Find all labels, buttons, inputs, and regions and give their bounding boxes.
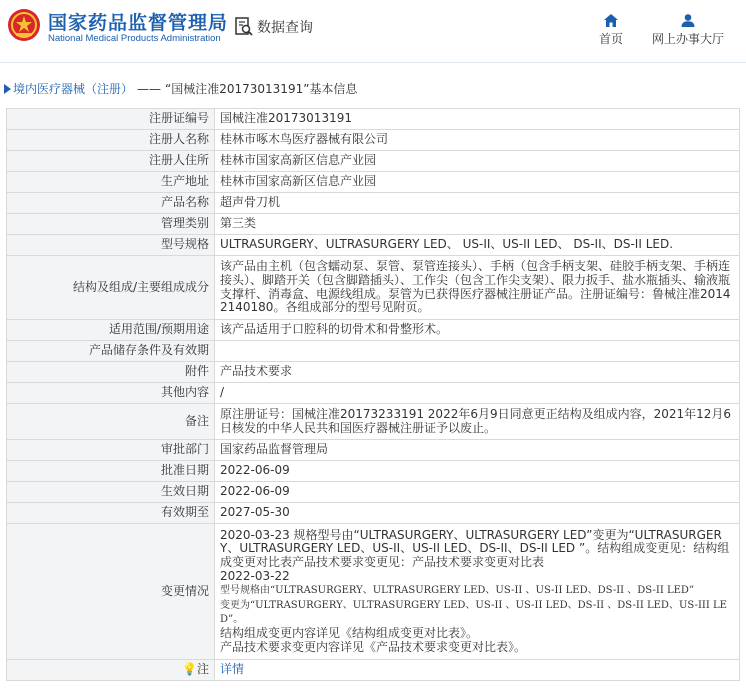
row-label: 产品储存条件及有效期 (7, 341, 215, 362)
row-value: 产品技术要求 (215, 362, 740, 383)
row-value: 2022-06-09 (215, 482, 740, 503)
row-value: 2022-06-09 (215, 461, 740, 482)
row-value: 第三类 (215, 214, 740, 235)
table-row (7, 440, 740, 461)
table-row (7, 214, 740, 235)
site-header (0, 0, 746, 63)
table-row (7, 404, 740, 440)
row-label: 注册人住所 (7, 151, 215, 172)
nav-home-label: 首页 (598, 32, 623, 46)
row-label: 适用范围/预期用途 (7, 320, 215, 341)
row-label: 产品名称 (7, 193, 215, 214)
change-entry-2-from (220, 583, 734, 598)
change-entry-2-structure: 结构组成变更内容详见《结构组成变更对比表》。 (220, 625, 479, 640)
row-label: 注册证编号 (7, 109, 215, 130)
lightbulb-icon: 💡 (182, 662, 197, 677)
breadcrumb-title: “国械注准20173013191”基本信息 (165, 82, 358, 96)
row-label: 附件 (7, 362, 215, 383)
row-label: 生产地址 (7, 172, 215, 193)
chevron-right-icon (4, 84, 11, 94)
table-row (7, 235, 740, 256)
change-entry-1: 2020-03-23 规格型号由“ULTRASURGERY、ULTRASURGERY LED”变更为“ULTRASURGERY、ULTRASURGERY LED、US-II、US-II LED、DS-II、DS-II LED ”。结构组成变更见：结构组成变更对比表产品技术要求变更见：产品技术要求变更对比表 (220, 527, 730, 570)
table-row (7, 482, 740, 503)
breadcrumb-separator: —— (137, 81, 162, 96)
nav-online-office[interactable] (648, 14, 728, 47)
table-row (7, 660, 740, 681)
row-value: 国家药品监督管理局 (215, 440, 740, 461)
row-label: 注 (196, 662, 209, 677)
row-value: 超声骨刀机 (215, 193, 740, 214)
table-row (7, 193, 740, 214)
breadcrumb (4, 80, 357, 97)
table-row (7, 341, 740, 362)
table-row (7, 130, 740, 151)
change-history (215, 524, 740, 660)
row-value: 国械注准20173013191 (215, 109, 740, 130)
table-row (7, 172, 740, 193)
row-value: 该产品适用于口腔科的切骨术和骨整形术。 (215, 320, 740, 341)
table-row (7, 383, 740, 404)
user-icon (681, 14, 695, 27)
table-row (7, 320, 740, 341)
change-entry-2-from-text: 型号规格由“ULTRASURGERY、ULTRASURGERY LED、US-II 、US-II LED、DS-II 、DS-II LED” (220, 585, 695, 597)
row-label: 型号规格 (7, 235, 215, 256)
row-label: 有效期至 (7, 503, 215, 524)
row-value (215, 341, 740, 362)
row-label: 结构及组成/主要组成成分 (7, 256, 215, 320)
site-subtitle: National Medical Products Administration (48, 33, 221, 44)
home-icon (604, 14, 618, 27)
row-value: ULTRASURGERY、ULTRASURGERY LED、 US-II、US-II LED、 DS-II、DS-II LED. (215, 235, 740, 256)
nav-home[interactable] (596, 14, 626, 47)
site-title: 国家药品监督管理局 (48, 12, 229, 34)
breadcrumb-link[interactable]: 境内医疗器械（注册） (13, 82, 134, 96)
row-value: 桂林市国家高新区信息产业园 (215, 151, 740, 172)
row-label: 变更情况 (7, 524, 215, 660)
national-emblem-icon (7, 8, 41, 42)
row-value (215, 660, 740, 681)
row-label: 管理类别 (7, 214, 215, 235)
row-label: 其他内容 (7, 383, 215, 404)
table-row (7, 362, 740, 383)
table-row (7, 109, 740, 130)
row-value: 原注册证号：国械注准20173233191 2022年6月9日同意更正结构及组成内容，2021年12月6日核发的中华人民共和国医疗器械注册证予以废止。 (215, 404, 740, 440)
table-row (7, 503, 740, 524)
search-document-icon (235, 17, 253, 37)
row-label: 备注 (7, 404, 215, 440)
table-row (7, 461, 740, 482)
table-row (7, 151, 740, 172)
row-label: 审批部门 (7, 440, 215, 461)
note-label-cell (7, 660, 215, 681)
data-query-label: 数据查询 (257, 20, 313, 36)
nav-office-label: 网上办事大厅 (651, 32, 724, 46)
row-value: / (215, 383, 740, 404)
data-query-link[interactable] (235, 17, 313, 37)
row-value: 桂林市啄木鸟医疗器械有限公司 (215, 130, 740, 151)
row-label: 注册人名称 (7, 130, 215, 151)
change-entry-2-tech: 产品技术要求变更内容详见《产品技术要求变更对比表》。 (220, 639, 527, 654)
row-label: 生效日期 (7, 482, 215, 503)
table-row (7, 524, 740, 660)
change-entry-2-to-text: 变更为“ULTRASURGERY、ULTRASURGERY LED、US-II 、US-II LED、DS-II 、DS-II LED、US-III LED”。 (220, 599, 727, 626)
row-value: 桂林市国家高新区信息产业园 (215, 172, 740, 193)
table-row (7, 256, 740, 320)
change-entry-2-to (220, 598, 734, 627)
detail-table (6, 108, 740, 681)
row-value: 该产品由主机（包含蠕动泵、泵管、泵管连接头）、手柄（包含手柄支架、硅胶手柄支架、手柄连接头）、脚踏开关（包含脚踏插头）、工作尖（包含工作尖支架）、限力扳手、盐水瓶插头、输液瓶支撑杆、消毒盒、电源线组成。泵管为已获得医疗器械注册证产品。注册证编号：鲁械注准20142140180。各组成部分的型号见附页。 (215, 256, 740, 320)
row-label: 批准日期 (7, 461, 215, 482)
details-link[interactable]: 详情 (220, 662, 245, 677)
row-value: 2027-05-30 (215, 503, 740, 524)
change-entry-2-date: 2022-03-22 (220, 568, 290, 583)
